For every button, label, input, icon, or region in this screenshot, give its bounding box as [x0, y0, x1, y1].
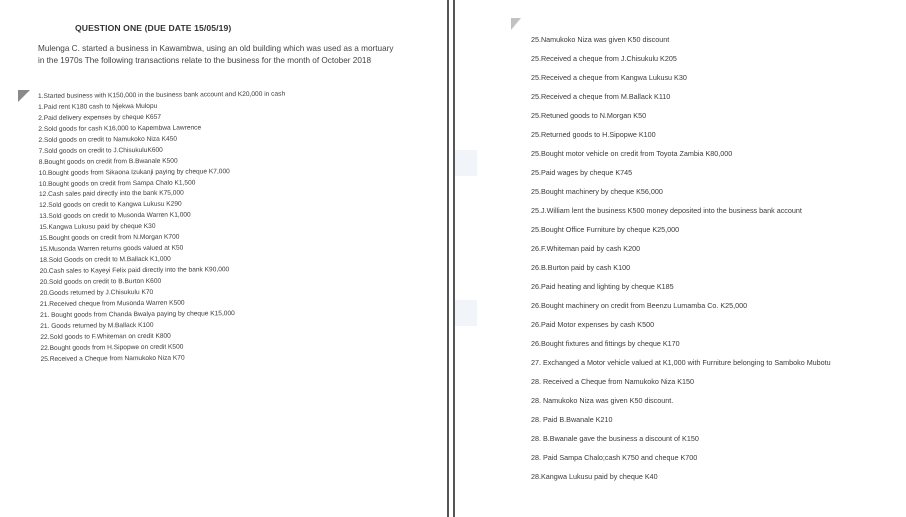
transaction-item: 28. Received a Cheque from Namukoko Niza K150 [531, 377, 695, 386]
transaction-item: 28.Kangwa Lukusu paid by cheque K40 [531, 472, 658, 481]
scan-smudge [455, 300, 477, 326]
transaction-item: 15.Kangwa Lukusu paid by cheque K30 [39, 223, 156, 232]
transaction-item: 27. Exchanged a Motor vehicle valued at K1,000 with Furniture belonging to Samboko Mubotu [531, 358, 831, 367]
transaction-item: 2.Sold goods for cash K16,000 to Kapembwa Lawrence [38, 124, 202, 133]
transaction-item: 8.Bought goods on credit from B.Bwanale K500 [38, 157, 178, 166]
transaction-item: 13.Sold goods on credit to Musonda Warren K1,000 [39, 211, 191, 221]
page-divider [447, 0, 455, 517]
transaction-item: 26.F.Whiteman paid by cash K200 [531, 244, 641, 253]
transaction-item: 22.Bought goods from H.Sipopwe on credit K500 [40, 343, 184, 352]
transaction-item: 1.Started business with K150,000 in the business bank account and K20,000 in cash [38, 90, 286, 100]
transaction-item: 25.Received a cheque from Kangwa Lukusu K30 [531, 73, 687, 82]
transaction-item: 21. Bought goods from Chanda Bwalya paying by cheque K15,000 [40, 309, 235, 319]
transaction-item: 28. B.Bwanale gave the business a discount of K150 [531, 434, 699, 443]
transaction-item: 2.Sold goods on credit to Namukoko Niza K450 [38, 135, 178, 144]
transaction-item: 25.Returned goods to H.Sipopwe K100 [531, 130, 656, 139]
page-corner-mark [511, 18, 521, 30]
transaction-item: 7.Sold goods on credit to J.ChisukuluK600 [38, 146, 163, 155]
transaction-item: 26.Bought machinery on credit from Beenzu Lumamba Co. K25,000 [531, 301, 748, 310]
transaction-item: 21. Goods returned by M.Ballack K100 [40, 321, 154, 330]
transaction-item: 25.Paid wages by cheque K745 [531, 168, 633, 177]
transaction-item: 25.Received a cheque from M.Ballack K110 [531, 92, 671, 101]
transaction-item: 1.Paid rent K180 cash to Njekwa Mulopu [38, 102, 158, 111]
question-intro: Mulenga C. started a business in Kawambwa, using an old building which was used as a mortuary in the 1970s The following transactions relate to the business for the month of October 2018 [38, 44, 394, 65]
transaction-item: 28. Namukoko Niza was given K50 discount. [531, 396, 674, 405]
transaction-item: 25.Bought Office Furniture by cheque K25,000 [531, 225, 680, 234]
transaction-item: 2.Paid delivery expenses by cheque K657 [38, 113, 162, 122]
transaction-item: 10.Bought goods from Sikaona Izukanji paying by cheque K7,000 [38, 167, 230, 177]
transaction-item: 15.Bought goods on credit from N.Morgan K700 [39, 233, 180, 243]
transaction-item: 21.Received cheque from Musonda Warren K500 [40, 299, 185, 308]
transaction-item: 25.Retuned goods to N.Morgan K50 [531, 111, 647, 120]
transaction-item: 12.Cash sales paid directly into the bank K75,000 [38, 190, 184, 199]
transaction-item: 25.Received a cheque from J.Chisukulu K205 [531, 54, 677, 63]
transaction-item: 25.Bought motor vehicle on credit from Toyota Zambia K80,000 [531, 149, 733, 158]
transaction-item: 10.Bought goods on credit from Sampa Chalo K1,500 [38, 178, 196, 188]
transaction-item: 26.B.Burton paid by cash K100 [531, 263, 631, 272]
right-page [455, 0, 906, 517]
left-page [0, 0, 447, 517]
transaction-item: 25.Bought machinery by cheque K56,000 [531, 187, 663, 196]
scan-smudge [455, 150, 477, 176]
transaction-item: 22.Sold goods to F.Whiteman on credit K800 [40, 332, 171, 341]
transaction-item: 12.Sold goods on credit to Kangwa Lukusu K290 [39, 201, 182, 210]
transaction-list-right [531, 35, 881, 491]
transaction-item: 15.Musonda Warren returns goods valued at K50 [39, 244, 184, 254]
transaction-list-left [38, 89, 391, 366]
transaction-item: 26.Bought fixtures and fittings by cheque K170 [531, 339, 680, 348]
transaction-item: 28. Paid B.Bwanale K210 [531, 415, 613, 424]
transaction-item: 28. Paid Sampa Chalo;cash K750 and cheque K700 [531, 453, 698, 462]
transaction-item: 20.Goods returned by J.Chisukulu K70 [39, 288, 154, 297]
transaction-item: 18.Sold Goods on credit to M.Ballack K1,000 [39, 255, 171, 265]
transaction-item: 25.Received a Cheque from Namukoko Niza K70 [40, 354, 185, 363]
transaction-item: 20.Sold goods on credit to B.Burton K600 [39, 277, 162, 286]
transaction-item: 25.J.William lent the business K500 money deposited into the business bank account [531, 206, 802, 215]
page-corner-mark [18, 90, 30, 102]
transaction-item: 26.Paid Motor expenses by cash K500 [531, 320, 655, 329]
transaction-item: 20.Cash sales to Kayeyi Felix paid directly into the bank K90,000 [39, 266, 230, 275]
question-title: QUESTION ONE (DUE DATE 15/05/19) [75, 23, 232, 33]
transaction-item: 25.Namukoko Niza was given K50 discount [531, 35, 670, 44]
transaction-item: 26.Paid heating and lighting by cheque K185 [531, 282, 674, 291]
